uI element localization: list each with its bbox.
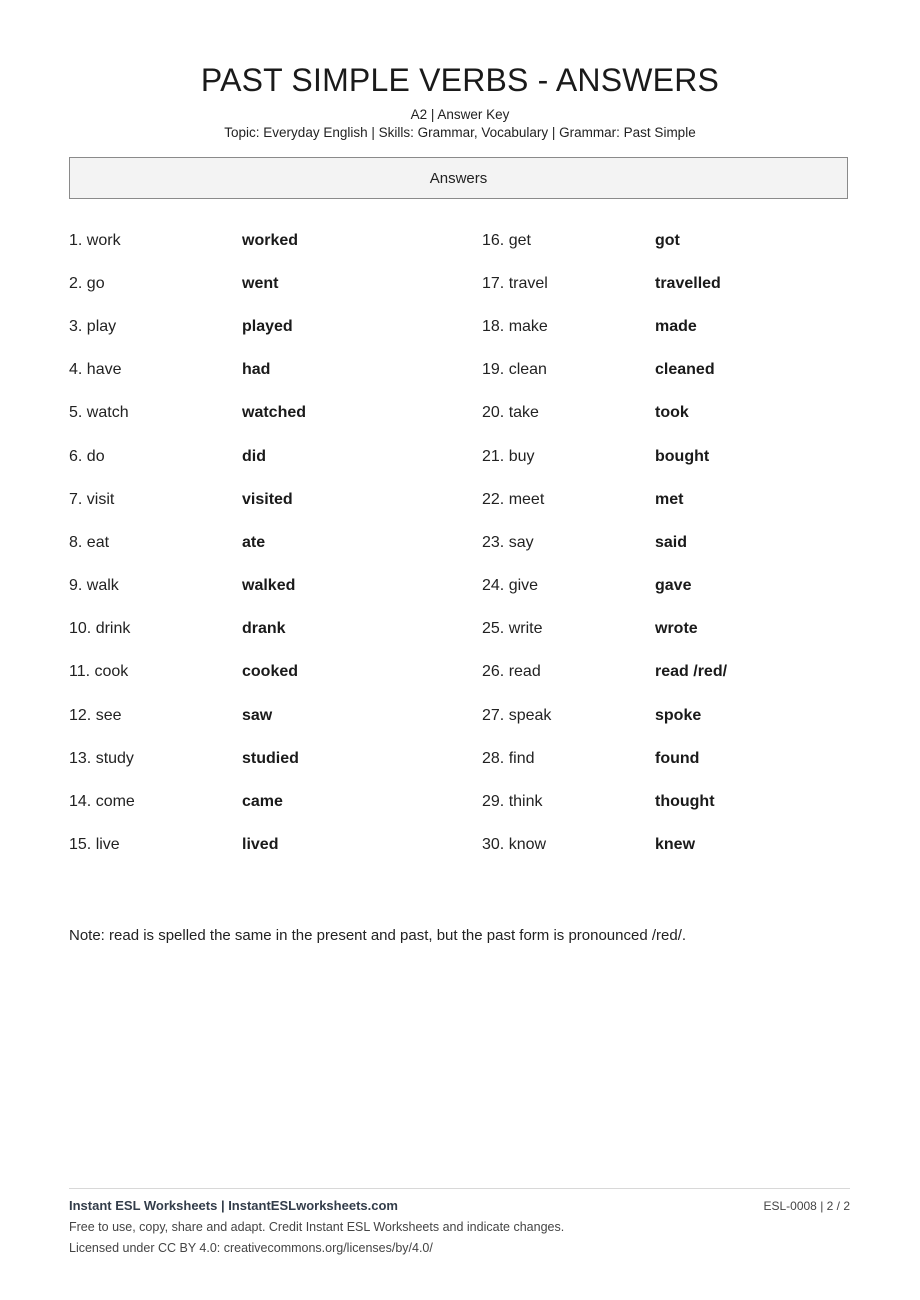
level-subtitle: A2 | Answer Key bbox=[410, 107, 510, 122]
answer-row bbox=[482, 780, 727, 823]
base-verb: 12. see bbox=[69, 706, 122, 724]
answer-row bbox=[482, 521, 727, 564]
base-verb: 27. speak bbox=[482, 706, 552, 724]
license-text: Free to use, copy, share and adapt. Credit Instant ESL Worksheets and indicate changes. bbox=[69, 1220, 565, 1234]
past-form-answer: ate bbox=[242, 533, 266, 551]
answer-row bbox=[69, 651, 306, 694]
past-form-answer: found bbox=[655, 749, 700, 767]
past-form-answer: drank bbox=[242, 620, 286, 638]
base-verb: 30. know bbox=[482, 836, 547, 854]
past-form-answer: got bbox=[655, 231, 680, 249]
base-verb: 24. give bbox=[482, 577, 539, 595]
base-verb: 8. eat bbox=[69, 533, 110, 551]
answer-row bbox=[69, 521, 306, 564]
base-verb: 14. come bbox=[69, 793, 135, 811]
base-verb: 16. get bbox=[482, 231, 531, 249]
page-title: PAST SIMPLE VERBS - ANSWERS bbox=[200, 62, 720, 98]
base-verb: 10. drink bbox=[69, 620, 131, 638]
base-verb: 17. travel bbox=[482, 274, 548, 292]
past-form-answer: wrote bbox=[655, 620, 698, 638]
base-verb: 11. cook bbox=[69, 663, 129, 681]
past-form-answer: cooked bbox=[242, 663, 299, 681]
base-verb: 19. clean bbox=[482, 361, 547, 379]
answer-row bbox=[69, 737, 306, 780]
past-form-answer: saw bbox=[242, 706, 273, 724]
past-form-answer: watched bbox=[242, 404, 307, 422]
answer-row bbox=[69, 608, 306, 651]
answer-row bbox=[69, 780, 306, 823]
past-form-answer: walked bbox=[242, 577, 296, 595]
footer-divider bbox=[69, 1188, 850, 1189]
base-verb: 18. make bbox=[482, 317, 548, 335]
base-verb: 22. meet bbox=[482, 490, 545, 508]
answer-row bbox=[482, 737, 727, 780]
license-link-text: Licensed under CC BY 4.0: creativecommons.org/licenses/by/4.0/ bbox=[69, 1241, 433, 1255]
answer-row bbox=[69, 219, 306, 262]
answer-row bbox=[482, 824, 727, 867]
base-verb: 1. work bbox=[69, 231, 121, 249]
answer-row bbox=[482, 392, 727, 435]
past-form-answer: did bbox=[242, 447, 266, 465]
past-form-answer: spoke bbox=[655, 706, 702, 724]
past-form-answer: gave bbox=[655, 577, 692, 595]
past-form-answer: worked bbox=[242, 231, 299, 249]
base-verb: 23. say bbox=[482, 533, 534, 551]
answer-row bbox=[482, 305, 727, 348]
answer-row bbox=[482, 565, 727, 608]
answer-row bbox=[482, 262, 727, 305]
answer-row bbox=[482, 694, 727, 737]
past-form-answer: took bbox=[655, 404, 689, 422]
answer-row bbox=[69, 478, 306, 521]
past-form-answer: thought bbox=[655, 793, 715, 811]
page-code: ESL-0008 | 2 / 2 bbox=[763, 1199, 850, 1213]
past-form-answer: studied bbox=[242, 749, 299, 767]
base-verb: 6. do bbox=[69, 447, 105, 465]
base-verb: 21. buy bbox=[482, 447, 535, 465]
past-form-answer: played bbox=[242, 317, 293, 335]
topic-line: Topic: Everyday English | Skills: Grammar, Vocabulary | Grammar: Past Simple bbox=[224, 125, 696, 140]
base-verb: 29. think bbox=[482, 793, 543, 811]
past-form-answer: travelled bbox=[655, 274, 721, 292]
answer-row bbox=[69, 262, 306, 305]
base-verb: 9. walk bbox=[69, 577, 119, 595]
footer-brand: Instant ESL Worksheets | InstantESLworksheets.com bbox=[69, 1198, 398, 1213]
answer-row bbox=[482, 608, 727, 651]
past-form-answer: went bbox=[242, 274, 279, 292]
answer-row bbox=[482, 651, 727, 694]
base-verb: 13. study bbox=[69, 749, 134, 767]
base-verb: 26. read bbox=[482, 663, 541, 681]
base-verb: 7. visit bbox=[69, 490, 115, 508]
past-form-answer: had bbox=[242, 361, 271, 379]
answer-row bbox=[482, 478, 727, 521]
answer-row bbox=[482, 219, 727, 262]
answer-row bbox=[69, 694, 306, 737]
answer-row bbox=[69, 392, 306, 435]
answer-row bbox=[482, 349, 727, 392]
base-verb: 2. go bbox=[69, 274, 105, 292]
past-form-answer: bought bbox=[655, 447, 710, 465]
base-verb: 3. play bbox=[69, 317, 117, 335]
past-form-answer: made bbox=[655, 317, 697, 335]
answer-row bbox=[69, 349, 306, 392]
base-verb: 15. live bbox=[69, 836, 120, 854]
past-form-answer: visited bbox=[242, 490, 293, 508]
pronunciation-note: Note: read is spelled the same in the present and past, but the past form is pronounced /red/. bbox=[69, 927, 687, 944]
answer-row bbox=[482, 435, 727, 478]
past-form-answer: cleaned bbox=[655, 361, 715, 379]
base-verb: 5. watch bbox=[69, 404, 129, 422]
answers-right-column bbox=[482, 219, 727, 867]
base-verb: 28. find bbox=[482, 749, 535, 767]
past-form-answer: knew bbox=[655, 836, 696, 854]
past-form-answer: met bbox=[655, 490, 684, 508]
answer-row bbox=[69, 305, 306, 348]
base-verb: 25. write bbox=[482, 620, 543, 638]
past-form-answer: said bbox=[655, 533, 688, 551]
past-form-answer: read /red/ bbox=[655, 663, 728, 681]
past-form-answer: came bbox=[242, 793, 283, 811]
answer-row bbox=[69, 435, 306, 478]
base-verb: 4. have bbox=[69, 361, 122, 379]
base-verb: 20. take bbox=[482, 404, 539, 422]
past-form-answer: lived bbox=[242, 836, 279, 854]
answers-left-column bbox=[69, 219, 306, 867]
answers-section-header: Answers bbox=[69, 157, 848, 199]
answer-row bbox=[69, 824, 306, 867]
answer-row bbox=[69, 565, 306, 608]
